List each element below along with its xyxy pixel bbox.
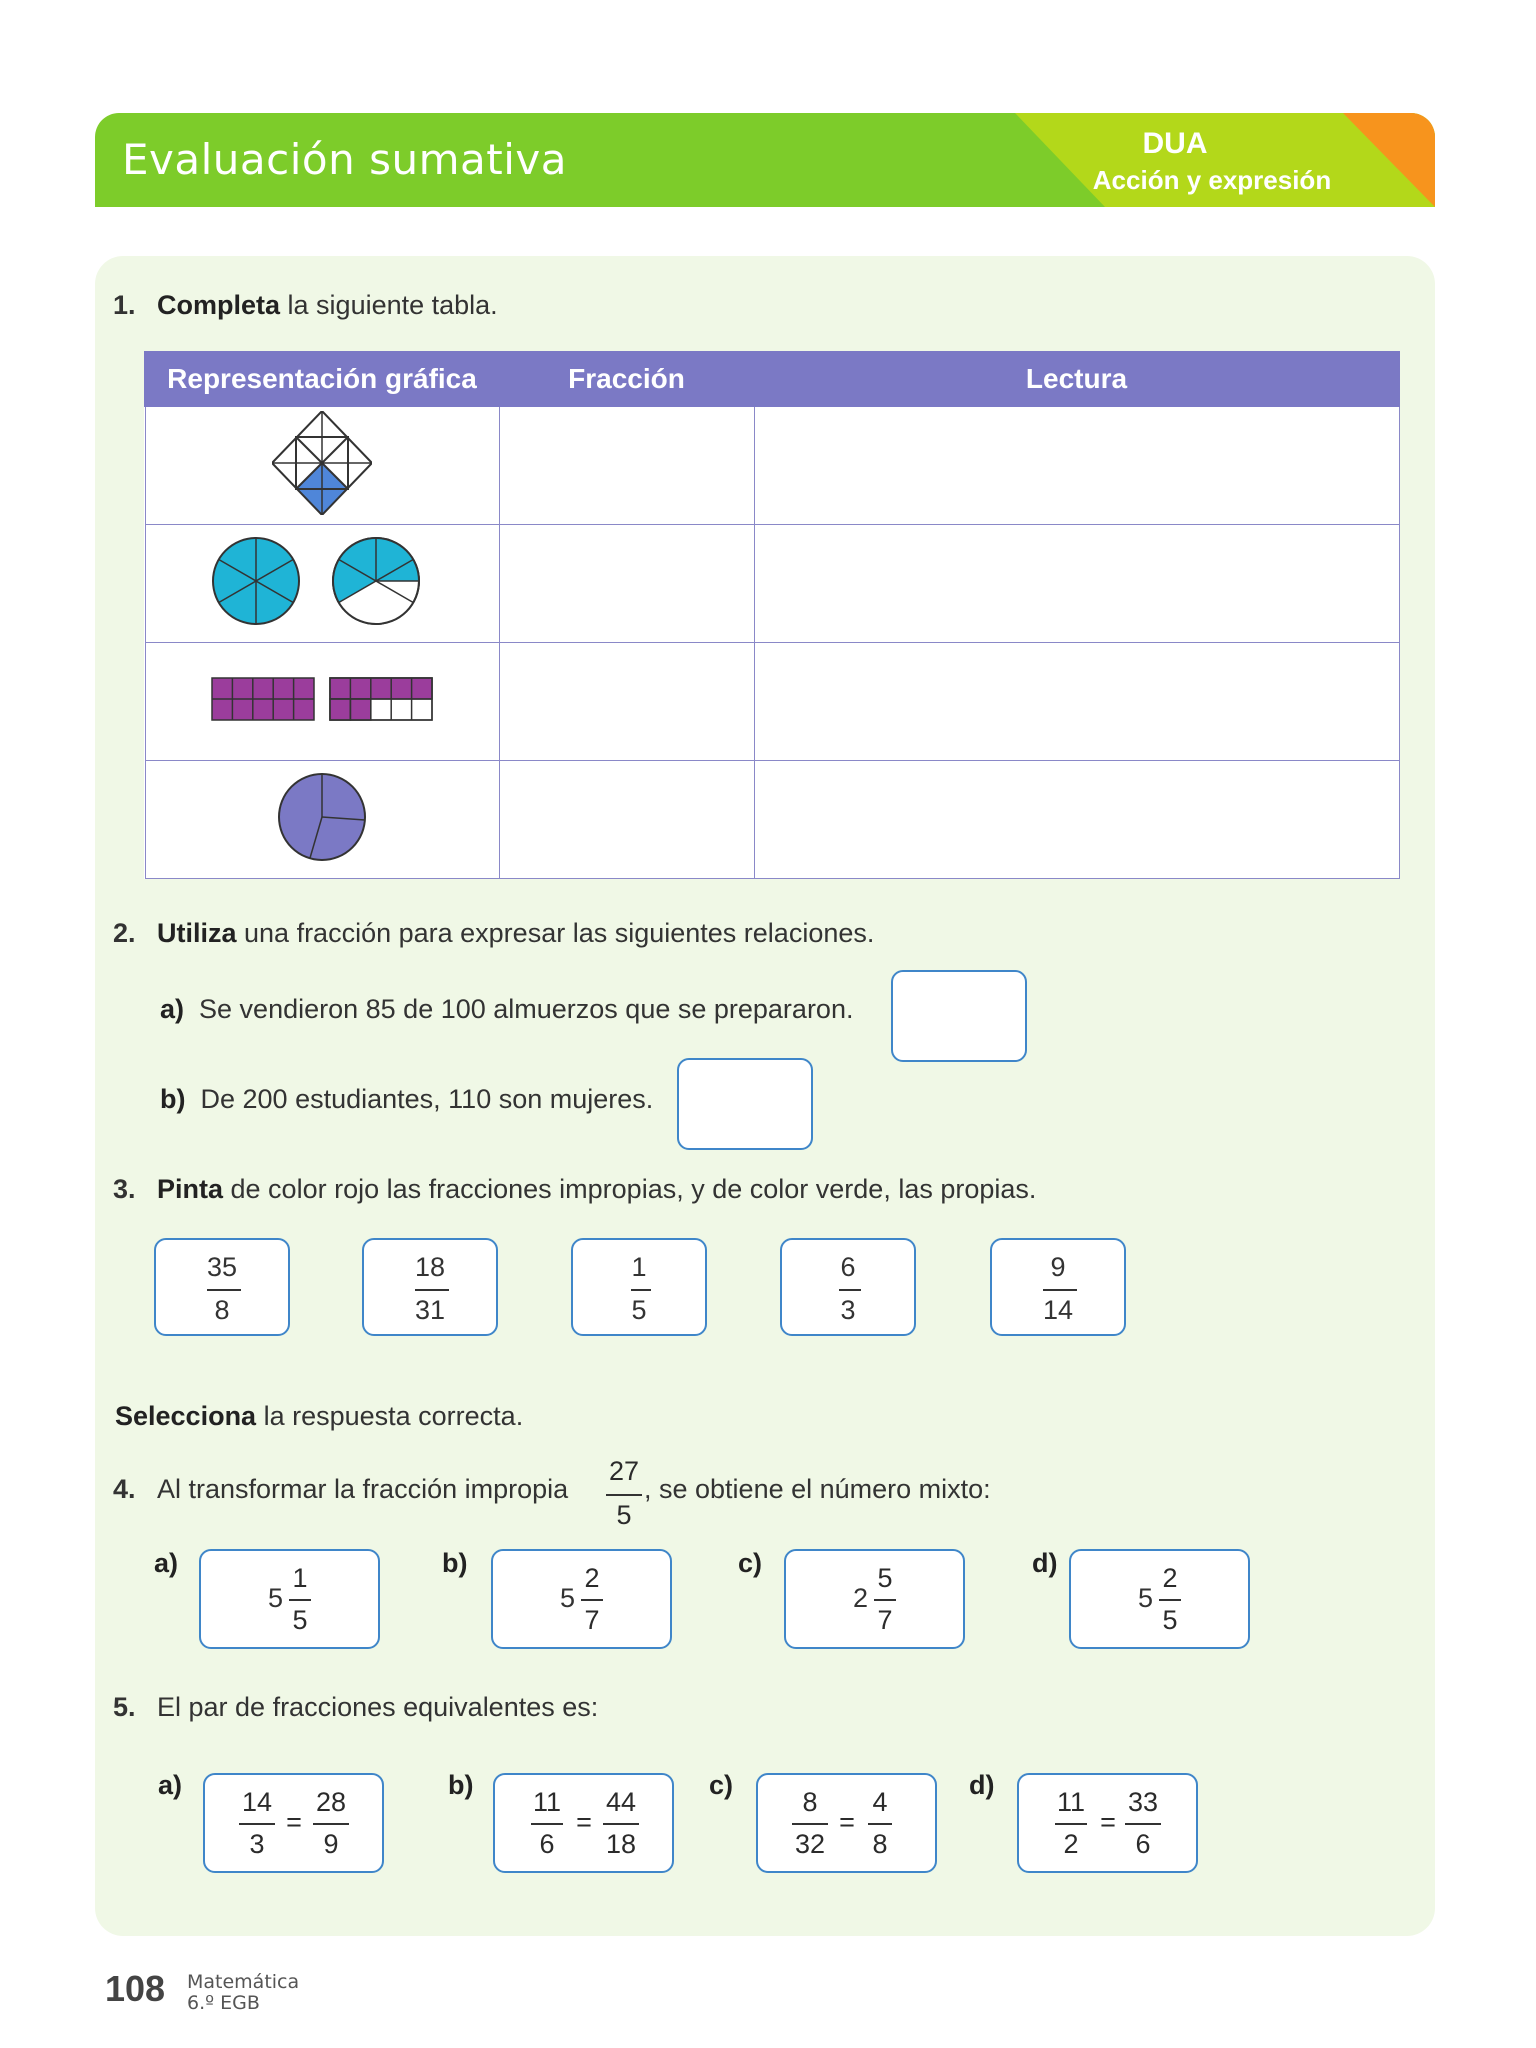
item-text: De 200 estudiantes, 110 son mujeres. [200, 1084, 654, 1114]
fraction-answer-cell[interactable] [499, 643, 754, 761]
numerator: 8 [802, 1787, 818, 1817]
graphic-cell [145, 406, 499, 525]
fraction-bar [792, 1823, 828, 1825]
equals-sign: = [1100, 1807, 1116, 1837]
fraction-answer-cell[interactable] [499, 525, 754, 643]
numerator: 33 [1127, 1787, 1159, 1817]
fraction-box[interactable] [154, 1238, 290, 1336]
question-1 [113, 290, 498, 321]
option-c-box[interactable] [756, 1773, 937, 1873]
reading-answer-cell[interactable] [754, 643, 1399, 761]
numerator: 11 [532, 1787, 562, 1817]
denominator: 7 [584, 1605, 600, 1635]
fraction-answer-cell[interactable] [499, 761, 754, 879]
q4-fraction-bar [606, 1494, 642, 1496]
question-number: 4. [113, 1474, 136, 1504]
denominator: 3 [249, 1829, 265, 1859]
denominator: 2 [1063, 1829, 1079, 1859]
question-text: El par de fracciones equivalentes es: [157, 1692, 599, 1722]
header-reading: Lectura [754, 352, 1399, 406]
denominator: 3 [840, 1295, 856, 1325]
table-row [145, 643, 1399, 761]
denominator: 6 [539, 1829, 555, 1859]
instruction-text: la respuesta correcta. [256, 1401, 524, 1431]
fractions-table [144, 351, 1400, 879]
denominator: 5 [292, 1605, 308, 1635]
denominator: 9 [323, 1829, 339, 1859]
numerator: 28 [315, 1787, 347, 1817]
question-4 [113, 1474, 568, 1505]
q4-denominator: 5 [616, 1500, 632, 1530]
option-label: d) [969, 1770, 995, 1800]
bars-fraction-graphic [210, 676, 434, 722]
header-graphic: Representación gráfica [145, 352, 499, 406]
question-number: 3. [113, 1174, 136, 1204]
fraction-bar [631, 1289, 651, 1291]
denominator: 8 [872, 1829, 888, 1859]
instruction-select [115, 1401, 523, 1432]
grade-level: 6.º EGB [187, 1992, 260, 2014]
option-d-box[interactable] [1017, 1773, 1198, 1873]
option-label: a) [158, 1770, 183, 1800]
numerator: 1 [292, 1563, 308, 1593]
denominator: 14 [1042, 1295, 1074, 1325]
option-a-box[interactable] [199, 1549, 380, 1649]
question-verb: Pinta [157, 1174, 224, 1204]
numerator: 2 [1162, 1563, 1178, 1593]
answer-box-2a[interactable] [891, 970, 1027, 1062]
numerator: 18 [414, 1252, 446, 1282]
numerator: 35 [206, 1252, 238, 1282]
circle-thirds-graphic [276, 771, 368, 863]
numerator: 11 [1056, 1787, 1086, 1817]
fraction-box[interactable] [780, 1238, 916, 1336]
fraction-box[interactable] [990, 1238, 1126, 1336]
reading-answer-cell[interactable] [754, 761, 1399, 879]
question-2a [160, 994, 853, 1025]
item-label: a) [160, 994, 185, 1024]
whole-part: 5 [268, 1583, 284, 1613]
question-5 [113, 1692, 598, 1723]
fraction-bar [531, 1823, 563, 1825]
numerator: 14 [241, 1787, 273, 1817]
page-number: 108 [105, 1968, 166, 2009]
numerator: 9 [1050, 1252, 1066, 1282]
denominator: 5 [631, 1295, 647, 1325]
question-2 [113, 918, 874, 949]
question-number: 1. [113, 290, 136, 320]
option-label: b) [448, 1770, 474, 1800]
fraction-bar [1043, 1289, 1077, 1291]
circles-fraction-graphic [212, 535, 432, 627]
option-b-box[interactable] [493, 1773, 674, 1873]
question-4-end: , se obtiene el número mixto: [644, 1474, 991, 1504]
whole-part: 2 [853, 1583, 869, 1613]
item-text: Se vendieron 85 de 100 almuerzos que se prepararon. [199, 994, 854, 1024]
option-d-box[interactable] [1069, 1549, 1250, 1649]
section-header [95, 113, 1435, 207]
fraction-bar [1159, 1599, 1181, 1601]
whole-part: 5 [560, 1583, 576, 1613]
diamond-fraction-graphic [272, 411, 372, 515]
option-c-box[interactable] [784, 1549, 965, 1649]
denominator: 32 [794, 1829, 826, 1859]
question-text: Al transformar la fracción impropia [157, 1474, 569, 1504]
question-text: de color rojo las fracciones impropias, y de color verde, las propias. [223, 1174, 1037, 1204]
fraction-bar [239, 1823, 275, 1825]
numerator: 5 [877, 1563, 893, 1593]
fraction-bar [289, 1599, 311, 1601]
question-text: la siguiente tabla. [280, 290, 498, 320]
numerator: 1 [631, 1252, 647, 1282]
option-label: c) [709, 1770, 734, 1800]
instruction-verb: Selecciona [115, 1401, 257, 1431]
option-a-box[interactable] [203, 1773, 384, 1873]
fraction-bar [1125, 1823, 1161, 1825]
section-title: Evaluación sumativa [122, 135, 567, 184]
header-fraction: Fracción [499, 352, 754, 406]
option-b-box[interactable] [491, 1549, 672, 1649]
numerator: 6 [840, 1252, 856, 1282]
item-label: b) [160, 1084, 186, 1114]
denominator: 31 [414, 1295, 446, 1325]
denominator: 7 [877, 1605, 893, 1635]
question-2b [160, 1084, 653, 1115]
fraction-box[interactable] [571, 1238, 707, 1336]
option-label: a) [154, 1548, 179, 1578]
table-row [145, 525, 1399, 643]
fraction-bar [1055, 1823, 1087, 1825]
footer-subject [187, 1972, 299, 2014]
fraction-box[interactable] [362, 1238, 498, 1336]
fraction-bar [415, 1289, 449, 1291]
fraction-bar [839, 1289, 861, 1291]
reading-answer-cell[interactable] [754, 406, 1399, 525]
question-verb: Utiliza [157, 918, 237, 948]
reading-answer-cell[interactable] [754, 525, 1399, 643]
fraction-bar [313, 1823, 349, 1825]
question-verb: Completa [157, 290, 281, 320]
option-label: b) [442, 1548, 468, 1578]
table-row [145, 761, 1399, 879]
graphic-cell [145, 643, 499, 761]
question-3 [113, 1174, 1036, 1205]
dua-title: DUA [1142, 127, 1208, 160]
numerator: 2 [584, 1563, 600, 1593]
question-number: 5. [113, 1692, 136, 1722]
denominator: 8 [214, 1295, 230, 1325]
numerator: 44 [605, 1787, 637, 1817]
dua-subtitle: Acción y expresión [1092, 165, 1332, 195]
fraction-bar [581, 1599, 603, 1601]
denominator: 5 [1162, 1605, 1178, 1635]
denominator: 18 [605, 1829, 637, 1859]
table-row [145, 406, 1399, 525]
fraction-answer-cell[interactable] [499, 406, 754, 525]
numerator: 4 [872, 1787, 888, 1817]
option-label: d) [1032, 1548, 1058, 1578]
equals-sign: = [286, 1807, 302, 1837]
equals-sign: = [576, 1807, 592, 1837]
graphic-cell [145, 761, 499, 879]
fraction-bar [207, 1289, 241, 1291]
fraction-bar [874, 1599, 896, 1601]
denominator: 6 [1135, 1829, 1151, 1859]
answer-box-2b[interactable] [677, 1058, 813, 1150]
subject-name: Matemática [187, 1971, 300, 1993]
whole-part: 5 [1138, 1583, 1154, 1613]
fraction-bar [603, 1823, 639, 1825]
question-number: 2. [113, 918, 136, 948]
option-label: c) [738, 1548, 763, 1578]
fraction-bar [868, 1823, 892, 1825]
question-text: una fracción para expresar las siguientes relaciones. [236, 918, 875, 948]
graphic-cell [145, 525, 499, 643]
q4-numerator: 27 [608, 1456, 640, 1486]
equals-sign: = [839, 1807, 855, 1837]
